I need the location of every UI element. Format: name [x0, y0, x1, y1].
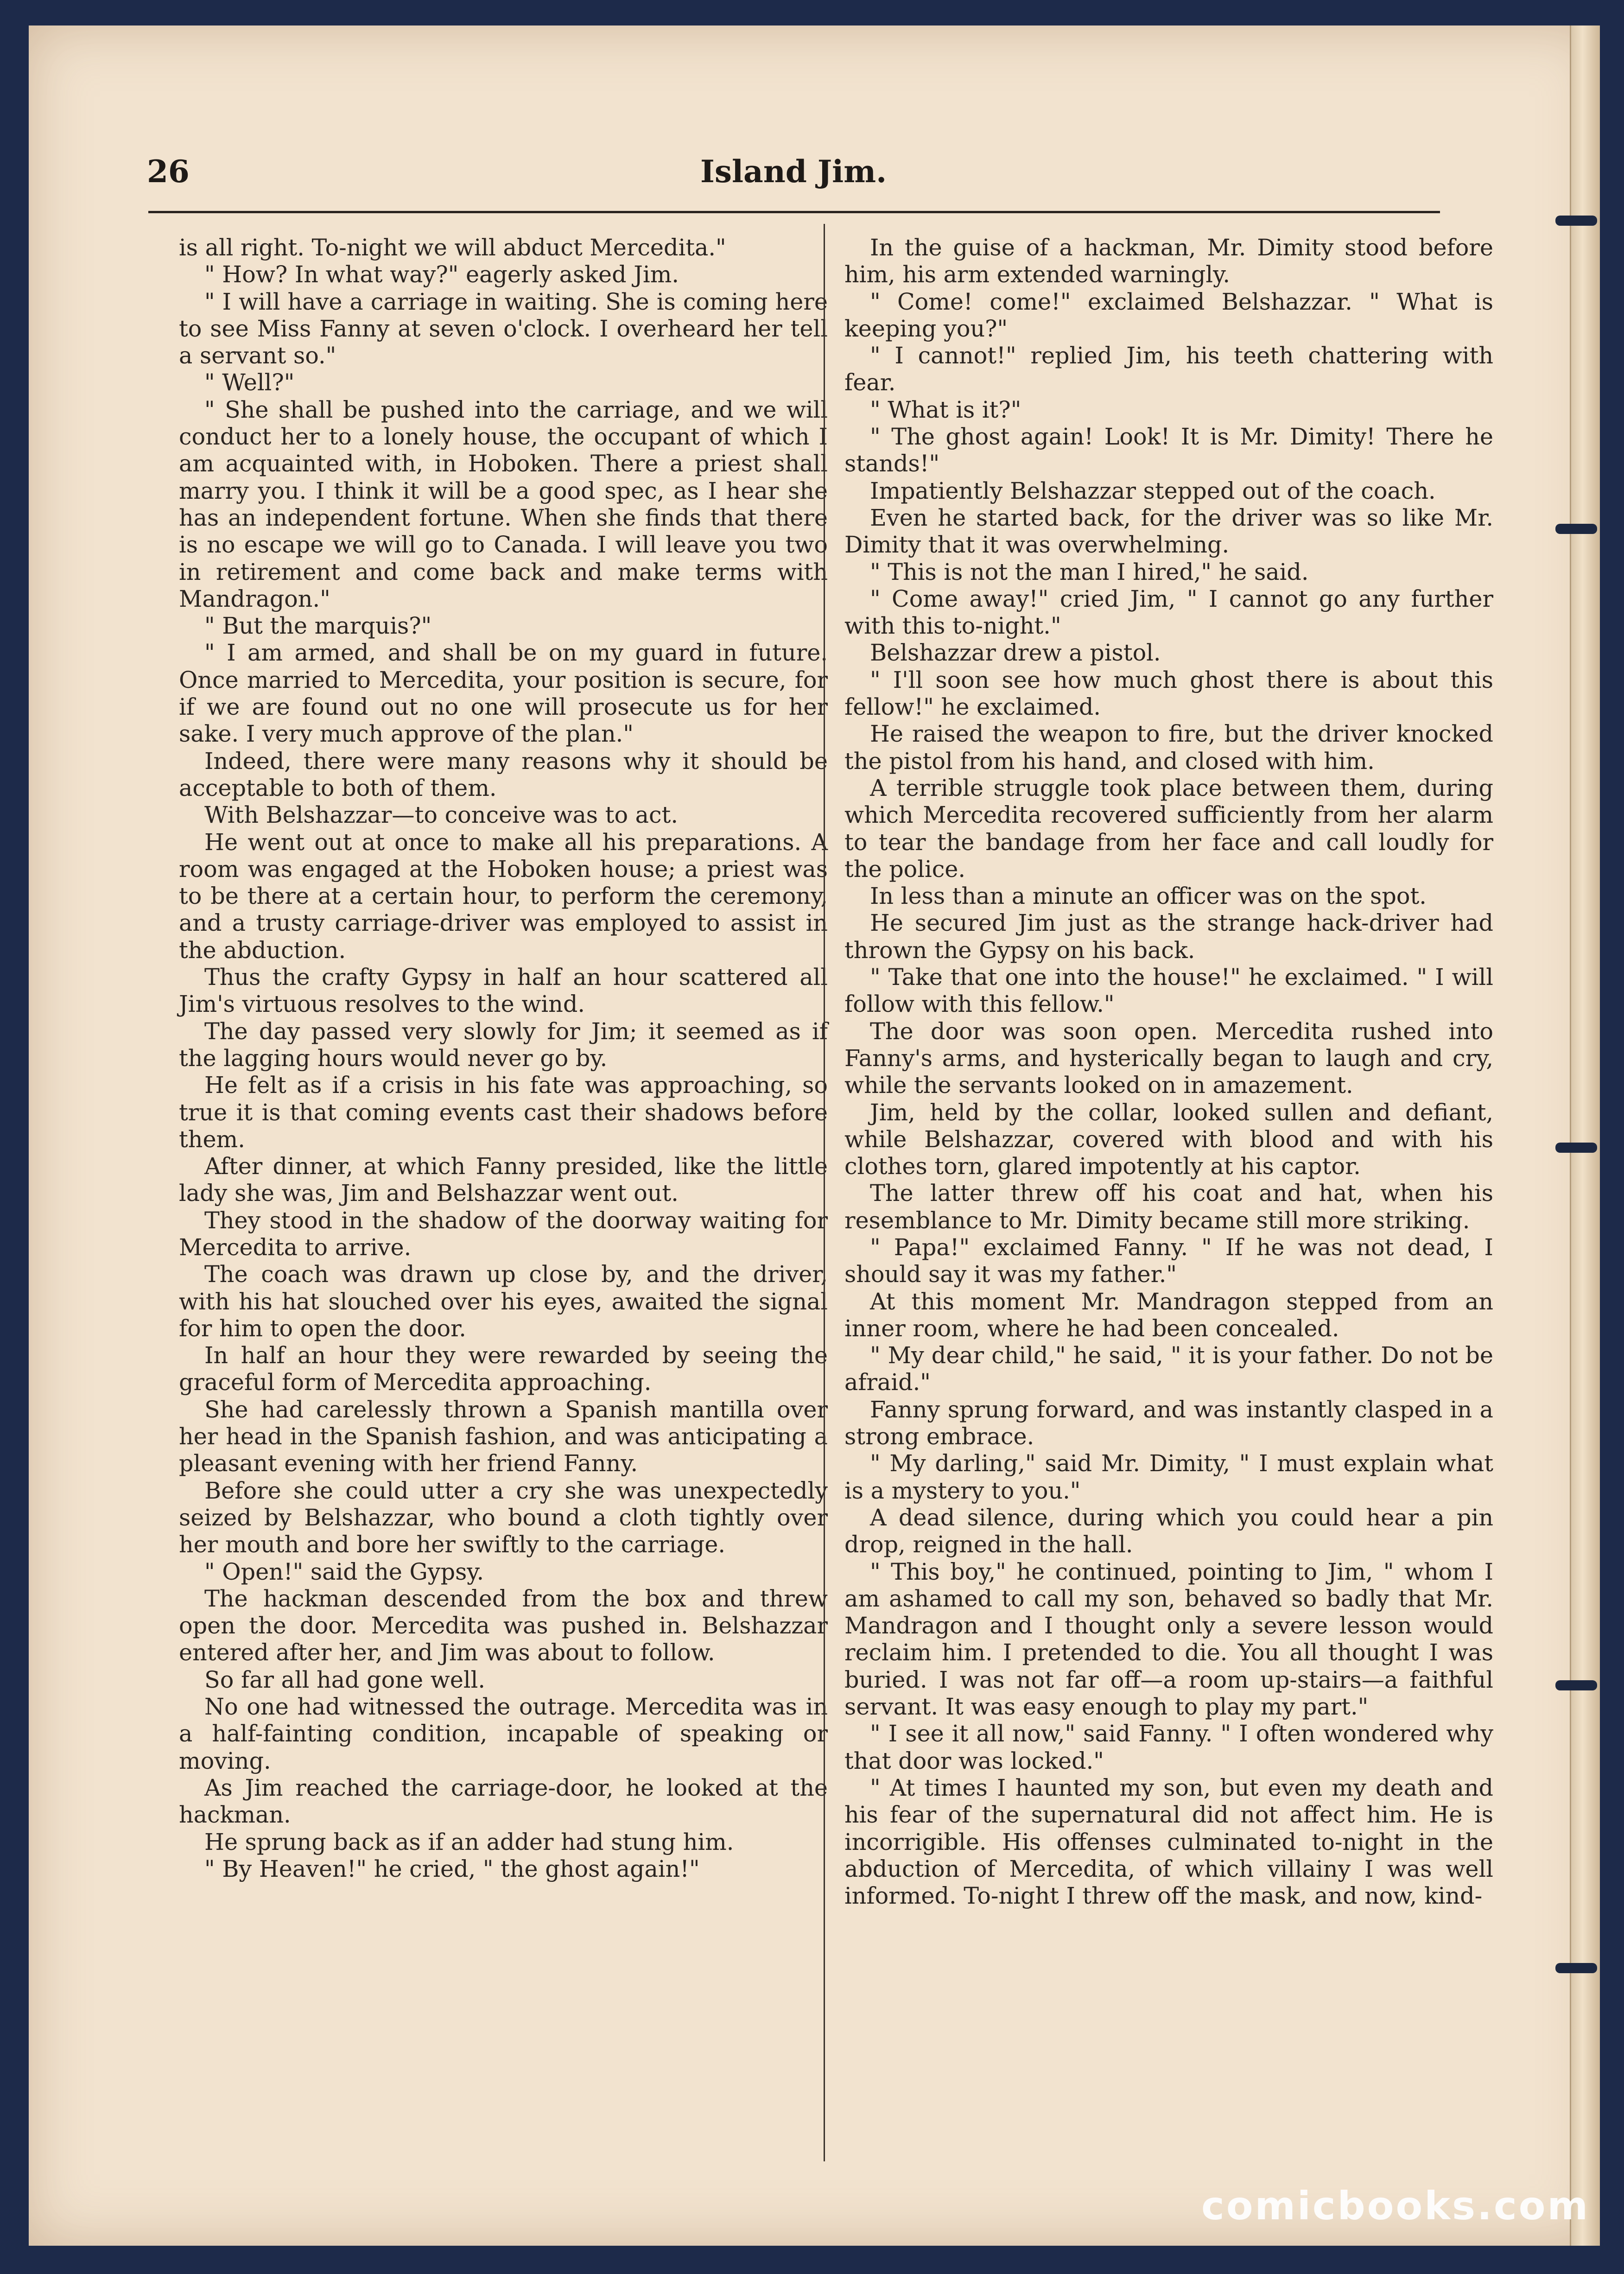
- paragraph: " Come! come!" exclaimed Belshazzar. " What is keeping you?": [844, 288, 1493, 342]
- binding-staple: [1555, 524, 1597, 534]
- header-rule: [148, 211, 1440, 213]
- binding-edge: [1570, 25, 1600, 2246]
- paragraph: A terrible struggle took place between them, during which Mercedita recovered sufficiently from her alarm to tear the bandage from her face and call loudly for the police.: [844, 774, 1493, 883]
- paragraph: No one had witnessed the outrage. Mercedita was in a half-fainting condition, incapable of speaking or moving.: [179, 1693, 828, 1774]
- paragraph: Even he started back, for the driver was so like Mr. Dimity that it was overwhelming.: [844, 504, 1493, 559]
- paragraph: The coach was drawn up close by, and the driver, with his hat slouched over his eyes, awaited the signal for him to open the door.: [179, 1261, 828, 1342]
- paragraph: is all right. To-night we will abduct Mercedita.": [179, 234, 726, 261]
- paragraph: She had carelessly thrown a Spanish mantilla over her head in the Spanish fashion, and was anticipating a pleasant evening with her friend Fanny.: [179, 1396, 828, 1477]
- paragraph: " At times I haunted my son, but even my death and his fear of the supernatural did not affect him. He is incorrigible. His offenses culminated to-night in the abduction of Mercedita, of which villainy I was well informed. To-night I threw off the mask, and now, kind-: [844, 1774, 1493, 1910]
- paragraph: Impatiently Belshazzar stepped out of the coach.: [870, 477, 1436, 504]
- paragraph: " Papa!" exclaimed Fanny. " If he was not dead, I should say it was my father.": [844, 1233, 1493, 1288]
- paragraph: " Well?": [204, 369, 295, 396]
- paragraph: " The ghost again! Look! It is Mr. Dimity! There he stands!": [844, 423, 1493, 477]
- paragraph: " I see it all now," said Fanny. " I often wondered why that door was locked.": [844, 1720, 1493, 1774]
- paragraph: " I'll soon see how much ghost there is about this fellow!" he exclaimed.: [844, 666, 1493, 721]
- paragraph: In less than a minute an officer was on the spot.: [870, 883, 1427, 910]
- paragraph: " I will have a carriage in waiting. She is coming here to see Miss Fanny at seven o'clock. I overheard her tell a servant so.": [179, 288, 828, 369]
- paragraph: " I cannot!" replied Jim, his teeth chattering with fear.: [844, 342, 1493, 396]
- paragraph: The day passed very slowly for Jim; it seemed as if the lagging hours would never go by.: [179, 1017, 828, 1072]
- binding-staple: [1555, 1963, 1597, 1973]
- paragraph: A dead silence, during which you could hear a pin drop, reigned in the hall.: [844, 1504, 1493, 1558]
- paragraph: " How? In what way?" eagerly asked Jim.: [204, 261, 679, 288]
- paragraph: They stood in the shadow of the doorway waiting for Mercedita to arrive.: [179, 1207, 828, 1261]
- paragraph: The latter threw off his coat and hat, when his resemblance to Mr. Dimity became still more striking.: [844, 1180, 1493, 1234]
- paragraph: Jim, held by the collar, looked sullen and defiant, while Belshazzar, covered with blood and with his clothes torn, glared impotently at his captor.: [844, 1099, 1493, 1180]
- paragraph: " But the marquis?": [204, 612, 432, 640]
- book-page: [29, 25, 1600, 2246]
- paragraph: Indeed, there were many reasons why it should be acceptable to both of them.: [179, 747, 828, 801]
- paragraph: He secured Jim just as the strange hack-driver had thrown the Gypsy on his back.: [844, 909, 1493, 964]
- paragraph: " Take that one into the house!" he exclaimed. " I will follow with this fellow.": [844, 964, 1493, 1018]
- binding-staple: [1555, 1680, 1597, 1690]
- paragraph: At this moment Mr. Mandragon stepped from an inner room, where he had been concealed.: [844, 1288, 1493, 1342]
- paragraph: He raised the weapon to fire, but the driver knocked the pistol from his hand, and closed with him.: [844, 720, 1493, 775]
- paragraph: He sprung back as if an adder had stung him.: [204, 1828, 734, 1855]
- page-header: [147, 153, 1440, 191]
- paragraph: With Belshazzar—to conceive was to act.: [204, 801, 678, 829]
- paragraph: As Jim reached the carriage-door, he looked at the hackman.: [179, 1774, 828, 1829]
- paragraph: He went out at once to make all his preparations. A room was engaged at the Hoboken house; a priest was to be there at a certain hour, to perform the ceremony, and a trusty carriage-driver was employed to assist in the abduction.: [179, 828, 828, 964]
- paragraph: " My darling," said Mr. Dimity, " I must explain what is a mystery to you.": [844, 1450, 1493, 1504]
- paragraph: " By Heaven!" he cried, " the ghost again!": [204, 1855, 700, 1882]
- paragraph: " She shall be pushed into the carriage, and we will conduct her to a lonely house, the occupant of which I am acquainted with, in Hoboken. There a priest shall marry you. I think it will be a good spec, as I hear she has an independent fortune. When she finds that there is no escape we will go to Canada. I will leave you two in retirement and come back and make terms with Mandragon.": [179, 396, 828, 612]
- paragraph: " This is not the man I hired," he said.: [870, 558, 1309, 585]
- paragraph: The hackman descended from the box and threw open the door. Mercedita was pushed in. Belshazzar entered after her, and Jim was about to follow.: [179, 1585, 828, 1666]
- paragraph: After dinner, at which Fanny presided, like the little lady she was, Jim and Belshazzar went out.: [179, 1153, 828, 1207]
- paragraph: He felt as if a crisis in his fate was approaching, so true it is that coming events cast their shadows before them.: [179, 1072, 828, 1153]
- paragraph: So far all had gone well.: [204, 1666, 486, 1693]
- column-divider: [824, 224, 825, 2161]
- running-title: Island Jim.: [700, 153, 887, 190]
- paragraph: " What is it?": [870, 396, 1021, 423]
- paragraph: " This boy," he continued, pointing to Jim, " whom I am ashamed to call my son, behaved so badly that Mr. Mandragon and I thought only a severe lesson would reclaim him. I pretended to die. You all thought I was buried. I was not far off—a room up-stairs—a faithful servant. It was easy enough to play my part.": [844, 1558, 1493, 1721]
- paragraph: Fanny sprung forward, and was instantly clasped in a strong embrace.: [844, 1396, 1493, 1450]
- binding-staple: [1555, 1143, 1597, 1153]
- paragraph: In the guise of a hackman, Mr. Dimity stood before him, his arm extended warningly.: [844, 234, 1493, 288]
- paragraph: The door was soon open. Mercedita rushed into Fanny's arms, and hysterically began to laugh and cry, while the servants looked on in amazement.: [844, 1017, 1493, 1099]
- paragraph: Thus the crafty Gypsy in half an hour scattered all Jim's virtuous resolves to the wind.: [179, 964, 828, 1018]
- left-text-column: [179, 234, 828, 1882]
- paragraph: " My dear child," he said, " it is your father. Do not be afraid.": [844, 1342, 1493, 1396]
- page-number: 26: [147, 153, 190, 190]
- right-text-column: [844, 234, 1493, 1909]
- paragraph: " Open!" said the Gypsy.: [204, 1558, 484, 1585]
- binding-staple: [1555, 216, 1597, 226]
- paragraph: " I am armed, and shall be on my guard in future. Once married to Mercedita, your position is secure, for if we are found out no one will prosecute us for her sake. I very much approve of the plan.": [179, 639, 828, 748]
- site-watermark: comicbooks.com: [1201, 2183, 1590, 2229]
- paragraph: " Come away!" cried Jim, " I cannot go any further with this to-night.": [844, 585, 1493, 640]
- paragraph: In half an hour they were rewarded by seeing the graceful form of Mercedita approaching.: [179, 1342, 828, 1396]
- paragraph: Before she could utter a cry she was unexpectedly seized by Belshazzar, who bound a cloth tightly over her mouth and bore her swiftly to the carriage.: [179, 1477, 828, 1558]
- paragraph: Belshazzar drew a pistol.: [870, 639, 1161, 667]
